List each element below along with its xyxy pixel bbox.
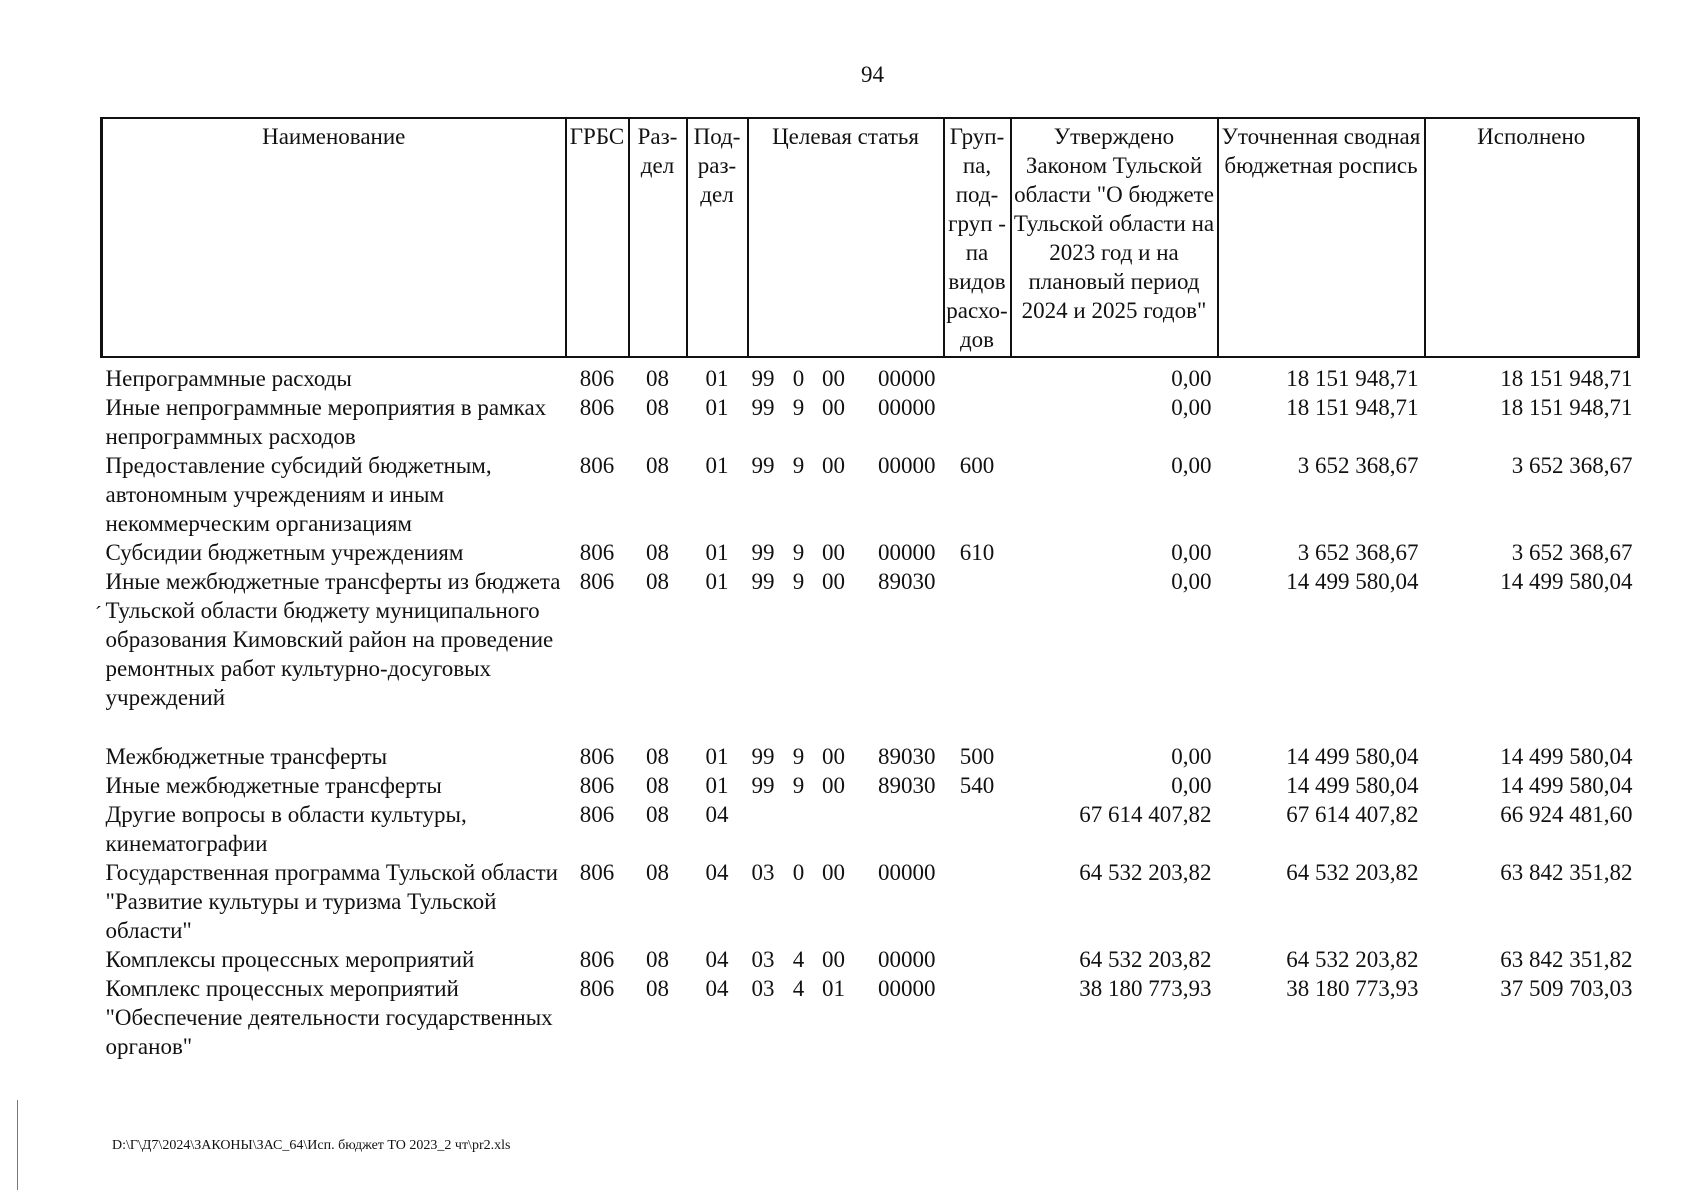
- cell-utochnennaya: 67 614 407,82: [1286, 802, 1419, 827]
- table-row: [102, 538, 1639, 567]
- cs-event: 00: [822, 569, 845, 594]
- table-body: [102, 357, 1639, 1061]
- cell-celevaya-statya: [748, 974, 944, 1061]
- header-utochnennaya-rospis: Уточненная сводная бюджетная роспись: [1218, 118, 1425, 357]
- header-gruppa-vidov-rashodov: Груп- па, под- груп - па видов расхо- дов: [944, 118, 1011, 357]
- cell-utverzhdeno: 67 614 407,82: [1079, 802, 1212, 827]
- cs-event: 00: [822, 860, 845, 885]
- cell-razdel: 08: [646, 947, 669, 972]
- cs-direction: 00000: [878, 976, 936, 1001]
- cell-name: Комплекс процессных мероприятий "Обеспечение деятельности государственных органов": [105, 976, 553, 1059]
- cs-subprogram: 9: [792, 569, 805, 594]
- table-row: [102, 945, 1639, 974]
- cs-subprogram: 9: [792, 773, 805, 798]
- table-row: [102, 357, 1639, 393]
- header-razdel: Раз- дел: [629, 118, 687, 357]
- cell-utverzhdeno: 0,00: [1171, 540, 1212, 565]
- cell-celevaya-statya: [748, 357, 944, 393]
- table-row: [102, 858, 1639, 945]
- cell-utverzhdeno: 0,00: [1171, 395, 1212, 420]
- cell-gruppa: 500: [959, 744, 995, 769]
- cell-gruppa: [944, 858, 1011, 945]
- cell-grbs: 806: [579, 395, 615, 420]
- cell-utverzhdeno: 64 532 203,82: [1079, 860, 1212, 885]
- cell-podrazdel: 01: [705, 395, 729, 420]
- cell-ispolneno: 3 652 368,67: [1511, 540, 1633, 565]
- cell-razdel: 08: [646, 773, 669, 798]
- cell-podrazdel: 01: [705, 744, 729, 769]
- cs-event: 00: [822, 773, 845, 798]
- cell-utverzhdeno: 0,00: [1171, 773, 1212, 798]
- header-utverzhdeno: Утверждено Законом Тульской области "О бюджете Тульской области на 2023 год и на плановый период 2024 и 2025 годов": [1011, 118, 1218, 357]
- cell-ispolneno: 63 842 351,82: [1500, 947, 1633, 972]
- cell-gruppa: 600: [959, 453, 995, 478]
- cell-ispolneno: 66 924 481,60: [1500, 802, 1633, 827]
- cell-utverzhdeno: 0,00: [1171, 366, 1212, 391]
- cell-utochnennaya: 38 180 773,93: [1286, 976, 1419, 1001]
- cs-direction: 89030: [878, 569, 936, 594]
- cs-subprogram: 9: [792, 395, 805, 420]
- cs-event: 00: [822, 366, 845, 391]
- cell-podrazdel: 04: [705, 947, 729, 972]
- cs-subprogram: 4: [792, 976, 805, 1001]
- cell-ispolneno: 18 151 948,71: [1500, 366, 1633, 391]
- cell-grbs: 806: [579, 860, 615, 885]
- cs-program: 99: [751, 569, 775, 594]
- table-row: [102, 567, 1639, 712]
- handwritten-tick-mark: ´: [95, 603, 102, 625]
- cell-podrazdel: 01: [705, 773, 729, 798]
- cell-name: Иные межбюджетные трансферты: [105, 773, 442, 798]
- cell-name: Государственная программа Тульской области "Развитие культуры и туризма Тульской области": [105, 860, 558, 943]
- budget-table-container: [100, 117, 1637, 1061]
- cell-razdel: 08: [646, 395, 669, 420]
- cell-razdel: 08: [646, 860, 669, 885]
- cell-utverzhdeno: 0,00: [1171, 744, 1212, 769]
- cell-gruppa: [944, 567, 1011, 712]
- cs-program: 03: [751, 860, 775, 885]
- cell-grbs: 806: [579, 802, 615, 827]
- cell-grbs: 806: [579, 366, 615, 391]
- cell-gruppa: [944, 357, 1011, 393]
- cell-name: Предоставление субсидий бюджетным, автономным учреждениям и иным некоммерческим организациям: [105, 453, 492, 536]
- cell-name: Межбюджетные трансферты: [105, 744, 388, 769]
- cell-utverzhdeno: 38 180 773,93: [1079, 976, 1212, 1001]
- cell-celevaya-statya: [748, 771, 944, 800]
- cell-grbs: 806: [579, 453, 615, 478]
- header-grbs: ГРБС: [566, 118, 629, 357]
- cs-event: 01: [822, 976, 845, 1001]
- table-row: [102, 771, 1639, 800]
- cell-utochnennaya: 18 151 948,71: [1286, 366, 1419, 391]
- cs-direction: 00000: [878, 860, 936, 885]
- cs-event: 00: [822, 540, 845, 565]
- table-row: [102, 393, 1639, 451]
- cell-podrazdel: 01: [705, 366, 729, 391]
- cs-event: 00: [822, 395, 845, 420]
- cell-podrazdel: 04: [705, 860, 729, 885]
- gap-cell: [102, 712, 1639, 742]
- page-number: 94: [861, 62, 884, 87]
- cell-grbs: 806: [579, 976, 615, 1001]
- cs-subprogram: 9: [792, 540, 805, 565]
- cell-grbs: 806: [579, 540, 615, 565]
- cs-direction: 89030: [878, 744, 936, 769]
- table-row: [102, 742, 1639, 771]
- cell-celevaya-statya: [748, 858, 944, 945]
- cs-program: 99: [751, 453, 775, 478]
- cell-razdel: 08: [646, 802, 669, 827]
- cell-razdel: 08: [646, 540, 669, 565]
- cell-utochnennaya: 14 499 580,04: [1286, 569, 1419, 594]
- cell-name: Иные непрограммные мероприятия в рамках непрограммных расходов: [105, 395, 547, 449]
- cs-direction: 00000: [878, 395, 936, 420]
- cell-utochnennaya: 3 652 368,67: [1297, 540, 1419, 565]
- cell-podrazdel: 01: [705, 540, 729, 565]
- table-row: [102, 451, 1639, 538]
- cell-razdel: 08: [646, 366, 669, 391]
- cs-program: 99: [751, 744, 775, 769]
- cell-utochnennaya: 64 532 203,82: [1286, 860, 1419, 885]
- cell-celevaya-statya: [748, 742, 944, 771]
- budget-table: [100, 117, 1640, 1061]
- cell-celevaya-statya: [748, 538, 944, 567]
- cell-utverzhdeno: 0,00: [1171, 569, 1212, 594]
- cell-gruppa: 610: [959, 540, 995, 565]
- cs-event: 00: [822, 947, 845, 972]
- cell-utochnennaya: 14 499 580,04: [1286, 773, 1419, 798]
- cell-razdel: 08: [646, 453, 669, 478]
- cell-name: Иные межбюджетные трансферты из бюджета Тульской области бюджету муниципального образования Кимовский район на проведение ремонтных работ культурно-досуговых учреждений: [105, 569, 561, 710]
- header-ispolneno: Исполнено: [1425, 118, 1639, 357]
- cell-podrazdel: 01: [705, 569, 729, 594]
- cell-utochnennaya: 3 652 368,67: [1297, 453, 1419, 478]
- cell-razdel: 08: [646, 976, 669, 1001]
- cell-grbs: 806: [579, 773, 615, 798]
- cell-razdel: 08: [646, 744, 669, 769]
- cell-ispolneno: 3 652 368,67: [1511, 453, 1633, 478]
- cell-ispolneno: 14 499 580,04: [1500, 569, 1633, 594]
- cs-direction: 00000: [878, 453, 936, 478]
- cell-podrazdel: 04: [705, 976, 729, 1001]
- table-row: [102, 800, 1639, 858]
- cell-gruppa: [944, 393, 1011, 451]
- table-row: [102, 974, 1639, 1061]
- cell-grbs: 806: [579, 947, 615, 972]
- header-celevaya-statya: Целевая статья: [748, 118, 944, 357]
- cell-celevaya-statya: [748, 945, 944, 974]
- cell-ispolneno: 14 499 580,04: [1500, 744, 1633, 769]
- cell-name: Комплексы процессных мероприятий: [105, 947, 475, 972]
- cell-gruppa: 540: [959, 773, 995, 798]
- cell-celevaya-statya: [748, 393, 944, 451]
- cell-utverzhdeno: 64 532 203,82: [1079, 947, 1212, 972]
- cell-podrazdel: 01: [705, 453, 729, 478]
- header-podrazdel: Под- раз- дел: [687, 118, 748, 357]
- cell-utochnennaya: 64 532 203,82: [1286, 947, 1419, 972]
- cell-utverzhdeno: 0,00: [1171, 453, 1212, 478]
- cs-program: 99: [751, 395, 775, 420]
- footer-file-path: D:\Г\Д7\2024\ЗАКОНЫ\ЗАС_64\Исп. бюджет ТО 2023_2 чт\pr2.xls: [112, 1138, 511, 1153]
- cs-subprogram: 0: [792, 860, 805, 885]
- cs-program: 03: [751, 976, 775, 1001]
- cell-utochnennaya: 18 151 948,71: [1286, 395, 1419, 420]
- cs-event: 00: [822, 453, 845, 478]
- cs-direction: 00000: [878, 540, 936, 565]
- cs-subprogram: 9: [792, 453, 805, 478]
- cs-program: 99: [751, 773, 775, 798]
- cell-ispolneno: 18 151 948,71: [1500, 395, 1633, 420]
- header-name: Наименование: [102, 118, 566, 357]
- table-header: [102, 118, 1639, 357]
- cell-celevaya-statya: [748, 451, 944, 538]
- cell-name: Непрограммные расходы: [105, 366, 352, 391]
- cell-celevaya-statya: [748, 567, 944, 712]
- cs-subprogram: 9: [792, 744, 805, 769]
- margin-line: [17, 1100, 18, 1190]
- cs-program: 99: [751, 540, 775, 565]
- row-gap: [102, 712, 1639, 742]
- cell-gruppa: [944, 974, 1011, 1061]
- cs-subprogram: 4: [792, 947, 805, 972]
- cs-direction: 89030: [878, 773, 936, 798]
- cell-ispolneno: 63 842 351,82: [1500, 860, 1633, 885]
- cs-program: 99: [751, 366, 775, 391]
- cell-celevaya-statya: [748, 800, 944, 858]
- cell-grbs: 806: [579, 744, 615, 769]
- cell-name: Субсидии бюджетным учреждениям: [105, 540, 464, 565]
- cs-program: 03: [751, 947, 775, 972]
- cell-ispolneno: 37 509 703,03: [1500, 976, 1633, 1001]
- cell-name: Другие вопросы в области культуры, кинематографии: [105, 802, 467, 856]
- cell-gruppa: [944, 945, 1011, 974]
- cell-ispolneno: 14 499 580,04: [1500, 773, 1633, 798]
- cs-subprogram: 0: [792, 366, 805, 391]
- cell-grbs: 806: [579, 569, 615, 594]
- cell-razdel: 08: [646, 569, 669, 594]
- cs-event: 00: [822, 744, 845, 769]
- cs-direction: 00000: [878, 366, 936, 391]
- cs-direction: 00000: [878, 947, 936, 972]
- cell-utochnennaya: 14 499 580,04: [1286, 744, 1419, 769]
- cell-podrazdel: 04: [705, 802, 729, 827]
- cell-gruppa: [944, 800, 1011, 858]
